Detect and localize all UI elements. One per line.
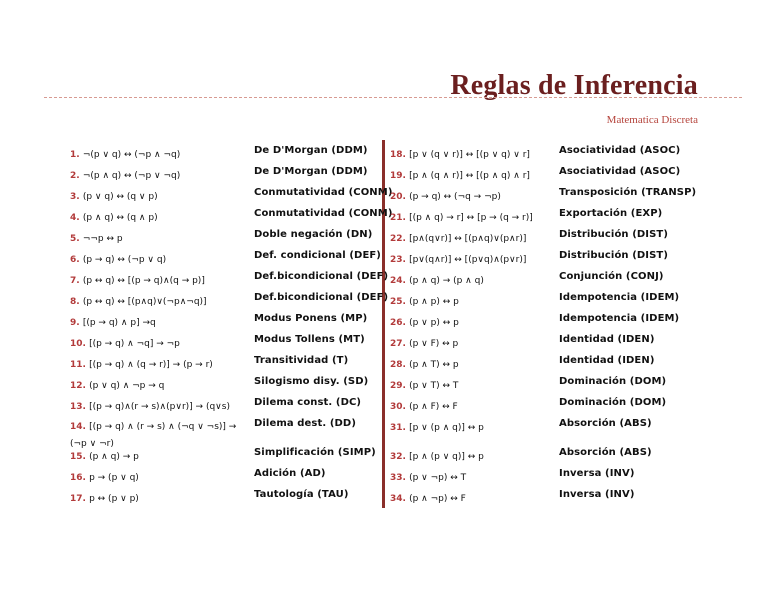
rule-name: Transitividad (T) bbox=[254, 355, 349, 366]
rule-name: Conjunción (CONJ) bbox=[559, 271, 664, 282]
right-rule-row bbox=[390, 417, 484, 433]
rule-number: 23. bbox=[390, 255, 410, 265]
rule-expression: [p ∧ (p ∨ q)] ↔ p bbox=[409, 452, 484, 462]
right-rule-row bbox=[390, 270, 484, 286]
rule-name: Asociatividad (ASOC) bbox=[559, 145, 681, 156]
title-divider bbox=[44, 97, 742, 98]
rule-name: Identidad (IDEN) bbox=[559, 334, 655, 345]
rule-number: 22. bbox=[390, 234, 410, 244]
page-subtitle: Matematica Discreta bbox=[606, 114, 698, 126]
rule-name: De D'Morgan (DDM) bbox=[254, 145, 368, 156]
rule-number: 21. bbox=[390, 213, 410, 223]
rule-expression: [(p → q) ∧ (q → r)] → (p → r) bbox=[89, 360, 213, 370]
rule-name: Def. condicional (DEF) bbox=[254, 250, 381, 261]
rule-name: Inversa (INV) bbox=[559, 489, 635, 500]
right-rule-row bbox=[390, 354, 459, 370]
rule-name: Adición (AD) bbox=[254, 468, 326, 479]
rule-name: Absorción (ABS) bbox=[559, 418, 652, 429]
rule-expression: (p ∧ T) ↔ p bbox=[409, 360, 459, 370]
rule-name: Distribución (DIST) bbox=[559, 229, 669, 240]
rule-expression: [p ∨ (q ∨ r)] ↔ [(p ∨ q) ∨ r] bbox=[409, 150, 530, 160]
rule-expression: (p → q) ↔ (¬q → ¬p) bbox=[409, 192, 501, 202]
right-rule-row bbox=[390, 228, 526, 244]
left-rule-row bbox=[70, 312, 156, 328]
rule-expression: (p ∨ q) ↔ (q ∨ p) bbox=[82, 192, 158, 202]
rule-expression: (p ∧ p) ↔ p bbox=[409, 297, 459, 307]
rule-number: 5. bbox=[70, 234, 83, 244]
rule-expression: ¬(p ∨ q) ↔ (¬p ∧ ¬q) bbox=[82, 150, 181, 160]
rule-expression: (p ∧ F) ↔ F bbox=[409, 402, 458, 412]
rule-expression: p → (p ∨ q) bbox=[89, 473, 139, 483]
rule-name: Dominación (DOM) bbox=[559, 376, 667, 387]
rule-number: 16. bbox=[70, 473, 90, 483]
rule-name: Def.bicondicional (DEF) bbox=[254, 271, 389, 282]
rule-number: 34. bbox=[390, 494, 410, 504]
rule-name: Silogismo disy. (SD) bbox=[254, 376, 369, 387]
page-title: Reglas de Inferencia bbox=[450, 70, 698, 101]
rule-number: 7. bbox=[70, 276, 83, 286]
rule-number: 6. bbox=[70, 255, 83, 265]
right-rule-row bbox=[390, 207, 533, 223]
right-rule-row bbox=[390, 144, 530, 160]
rule-expression: ¬¬p ↔ p bbox=[82, 234, 123, 244]
left-rule-row bbox=[70, 396, 230, 412]
rule-expression: (p ∨ ¬p) ↔ T bbox=[409, 473, 467, 483]
rule-expression: p ↔ (p ∨ p) bbox=[89, 494, 139, 504]
rule-number: 3. bbox=[70, 192, 83, 202]
rule-expression: [(p → q) ∧ p] →q bbox=[82, 318, 156, 328]
rule-name: Distribución (DIST) bbox=[559, 250, 669, 261]
left-rule-row bbox=[70, 249, 166, 265]
rule-number: 17. bbox=[70, 494, 90, 504]
rule-number: 31. bbox=[390, 423, 410, 433]
rule-name: Dominación (DOM) bbox=[559, 397, 667, 408]
rule-number: 26. bbox=[390, 318, 410, 328]
rule-number: 12. bbox=[70, 381, 90, 391]
rule-number: 11. bbox=[70, 360, 90, 370]
rule-number: 33. bbox=[390, 473, 410, 483]
left-rule-row bbox=[70, 354, 213, 370]
rule-expression: (p ↔ q) ↔ [(p → q)∧(q → p)] bbox=[82, 276, 205, 286]
rule-number: 30. bbox=[390, 402, 410, 412]
rule-name: Inversa (INV) bbox=[559, 468, 635, 479]
rule-name: Doble negación (DN) bbox=[254, 229, 373, 240]
left-rule-row bbox=[70, 291, 207, 307]
right-rule-row bbox=[390, 396, 458, 412]
rule-number: 18. bbox=[390, 150, 410, 160]
rule-number: 14. bbox=[70, 422, 90, 432]
rule-number: 1. bbox=[70, 150, 83, 160]
rule-number: 8. bbox=[70, 297, 83, 307]
rule-number: 4. bbox=[70, 213, 83, 223]
rule-name: Def.bicondicional (DEF) bbox=[254, 292, 389, 303]
rule-name: Absorción (ABS) bbox=[559, 447, 652, 458]
rule-name: Asociatividad (ASOC) bbox=[559, 166, 681, 177]
left-rule-row bbox=[70, 333, 180, 349]
rule-name: Modus Ponens (MP) bbox=[254, 313, 368, 324]
rule-number: 28. bbox=[390, 360, 410, 370]
right-rule-row bbox=[390, 467, 466, 483]
right-rule-row bbox=[390, 291, 459, 307]
rule-expression: ¬(p ∧ q) ↔ (¬p ∨ ¬q) bbox=[82, 171, 181, 181]
left-rule-row bbox=[70, 186, 158, 202]
rule-name: De D'Morgan (DDM) bbox=[254, 166, 368, 177]
rule-name: Identidad (IDEN) bbox=[559, 355, 655, 366]
rule-name: Tautología (TAU) bbox=[254, 489, 349, 500]
left-rule-row bbox=[70, 446, 139, 462]
rule-name: Dilema dest. (DD) bbox=[254, 418, 356, 429]
rule-expression: [(p → q) ∧ ¬q] → ¬p bbox=[89, 339, 180, 349]
rule-expression: (p ∨ p) ↔ p bbox=[409, 318, 459, 328]
right-rule-row bbox=[390, 446, 484, 462]
rule-name: Conmutatividad (CONM) bbox=[254, 208, 393, 219]
left-rule-row bbox=[70, 467, 139, 483]
left-rule-row bbox=[70, 375, 164, 391]
rule-number: 15. bbox=[70, 452, 90, 462]
left-rule-row bbox=[70, 270, 205, 286]
left-rule-row bbox=[70, 417, 246, 449]
rule-number: 27. bbox=[390, 339, 410, 349]
rule-number: 9. bbox=[70, 318, 83, 328]
rule-number: 13. bbox=[70, 402, 90, 412]
rule-expression: (p ∧ ¬p) ↔ F bbox=[409, 494, 466, 504]
right-rule-row bbox=[390, 186, 501, 202]
right-rule-row bbox=[390, 249, 526, 265]
rule-name: Idempotencia (IDEM) bbox=[559, 313, 680, 324]
rule-expression: (p ∨ q) ∧ ¬p → q bbox=[89, 381, 165, 391]
right-rule-row bbox=[390, 375, 458, 391]
left-rule-row bbox=[70, 207, 158, 223]
rule-expression: [p∧(q∨r)] ↔ [(p∧q)∨(p∧r)] bbox=[409, 234, 527, 244]
rule-number: 19. bbox=[390, 171, 410, 181]
rule-expression: [p ∧ (q ∧ r)] ↔ [(p ∧ q) ∧ r] bbox=[409, 171, 530, 181]
left-rule-row bbox=[70, 488, 139, 504]
rule-number: 10. bbox=[70, 339, 90, 349]
rule-expression: [p∨(q∧r)] ↔ [(p∨q)∧(p∨r)] bbox=[409, 255, 527, 265]
rule-name: Modus Tollens (MT) bbox=[254, 334, 365, 345]
rule-name: Exportación (EXP) bbox=[559, 208, 663, 219]
rule-expression: (p ↔ q) ↔ [(p∧q)∨(¬p∧¬q)] bbox=[82, 297, 207, 307]
right-rule-row bbox=[390, 333, 458, 349]
rule-number: 29. bbox=[390, 381, 410, 391]
rule-expression: [p ∨ (p ∧ q)] ↔ p bbox=[409, 423, 484, 433]
left-rule-row bbox=[70, 165, 180, 181]
rule-expression: [(p → q)∧(r → s)∧(p∨r)] → (q∨s) bbox=[89, 402, 230, 412]
rule-number: 20. bbox=[390, 192, 410, 202]
rule-expression: (p → q) ↔ (¬p ∨ q) bbox=[82, 255, 167, 265]
rule-number: 2. bbox=[70, 171, 83, 181]
rule-expression: (p ∨ T) ↔ T bbox=[409, 381, 459, 391]
rule-name: Dilema const. (DC) bbox=[254, 397, 362, 408]
rule-expression: (p ∨ F) ↔ p bbox=[409, 339, 459, 349]
rule-expression: (p ∧ q) → (p ∧ q) bbox=[409, 276, 484, 286]
rule-expression: [(p → q) ∧ (r → s) ∧ (¬q ∨ ¬s)] → (¬p ∨ ¬r) bbox=[70, 422, 237, 449]
rule-name: Idempotencia (IDEM) bbox=[559, 292, 680, 303]
right-rule-row bbox=[390, 165, 530, 181]
rule-name: Conmutatividad (CONM) bbox=[254, 187, 393, 198]
left-rule-row bbox=[70, 144, 180, 160]
left-rule-row bbox=[70, 228, 123, 244]
rule-number: 24. bbox=[390, 276, 410, 286]
rule-expression: [(p ∧ q) → r] ↔ [p → (q → r)] bbox=[409, 213, 533, 223]
rule-expression: (p ∧ q) → p bbox=[89, 452, 139, 462]
rule-name: Simplificación (SIMP) bbox=[254, 447, 376, 458]
rule-expression: (p ∧ q) ↔ (q ∧ p) bbox=[82, 213, 158, 223]
rule-number: 32. bbox=[390, 452, 410, 462]
rule-number: 25. bbox=[390, 297, 410, 307]
rule-name: Transposición (TRANSP) bbox=[559, 187, 697, 198]
right-rule-row bbox=[390, 312, 459, 328]
right-rule-row bbox=[390, 488, 466, 504]
